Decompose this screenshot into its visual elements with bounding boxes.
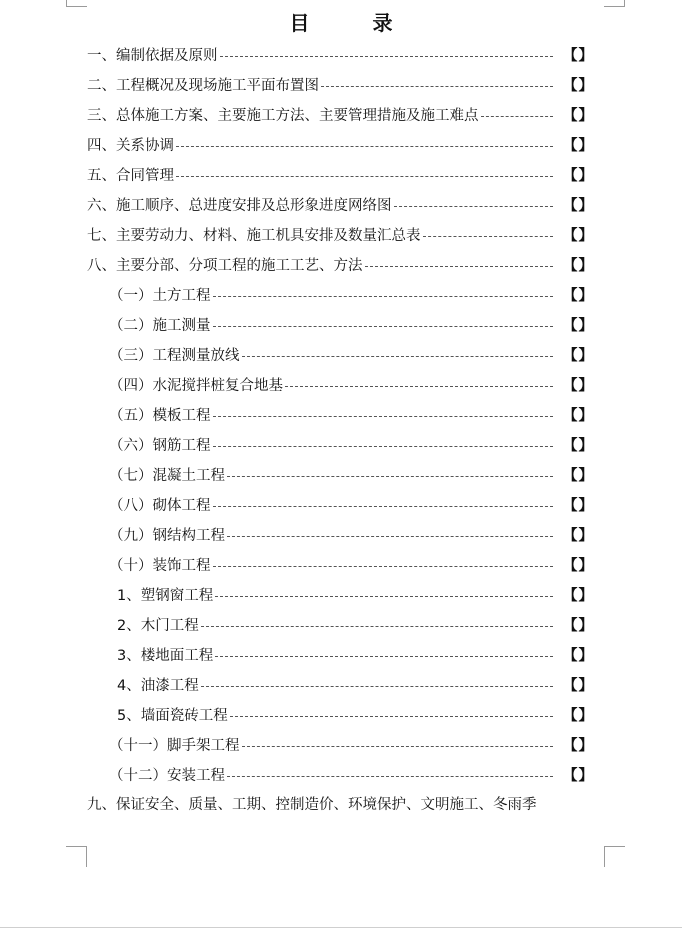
- toc-entry-label: （十）装饰工程: [109, 557, 211, 574]
- dot-leader: [213, 445, 554, 447]
- toc-entry[interactable]: [109, 759, 594, 789]
- toc-entry[interactable]: [87, 159, 594, 189]
- crop-mark-top-left: [66, 0, 87, 7]
- dot-leader: [213, 505, 554, 507]
- toc-entry-label: 1、塑钢窗工程: [117, 587, 214, 604]
- dot-leader: [213, 295, 554, 297]
- page-ref-bracket: 【】: [563, 107, 594, 124]
- toc-entry[interactable]: [87, 69, 594, 99]
- page-ref-bracket: 【】: [563, 737, 594, 754]
- page-ref-bracket: 【】: [563, 407, 594, 424]
- dot-leader: [227, 535, 553, 537]
- page-ref-bracket: 【】: [563, 167, 594, 184]
- dot-leader: [220, 55, 554, 57]
- toc-entry-label: 八、主要分部、分项工程的施工工艺、方法: [87, 257, 363, 274]
- crop-mark-top-right: [604, 0, 625, 7]
- toc-entry[interactable]: [87, 39, 594, 69]
- toc-entry-label: 5、墙面瓷砖工程: [117, 707, 228, 724]
- toc-entry-label: （十二）安装工程: [109, 767, 225, 784]
- crop-mark-bottom-left: [66, 846, 87, 867]
- page-ref-bracket: 【】: [563, 77, 594, 94]
- dot-leader: [423, 235, 554, 237]
- toc-entry-label: 三、总体施工方案、主要施工方法、主要管理措施及施工难点: [87, 107, 479, 124]
- page-title: 目 录: [289, 11, 421, 35]
- toc-entry-label: 五、合同管理: [87, 167, 174, 184]
- dot-leader: [201, 625, 553, 627]
- page-ref-bracket: 【】: [563, 617, 594, 634]
- dot-leader: [215, 655, 553, 657]
- page-ref-bracket: 【】: [563, 377, 594, 394]
- page-ref-bracket: 【】: [563, 467, 594, 484]
- page-ref-bracket: 【】: [563, 47, 594, 64]
- page-ref-bracket: 【】: [563, 587, 594, 604]
- page-ref-bracket: 【】: [563, 287, 594, 304]
- page-bottom-edge: [0, 927, 682, 928]
- toc-entry[interactable]: [109, 489, 594, 519]
- toc-entry-label: 2、木门工程: [117, 617, 199, 634]
- toc-entry-label: 3、楼地面工程: [117, 647, 214, 664]
- toc-entry[interactable]: [117, 699, 594, 729]
- toc-entry[interactable]: [109, 519, 594, 549]
- toc-entry-label: （二）施工测量: [109, 317, 211, 334]
- toc-entry[interactable]: [117, 579, 594, 609]
- page-ref-bracket: 【】: [563, 257, 594, 274]
- toc-entry[interactable]: [109, 549, 594, 579]
- dot-leader: [176, 145, 553, 147]
- page-ref-bracket: 【】: [563, 317, 594, 334]
- toc-entry-label: （三）工程测量放线: [109, 347, 240, 364]
- toc-entry[interactable]: [117, 639, 594, 669]
- page-ref-bracket: 【】: [563, 227, 594, 244]
- crop-mark-bottom-right: [604, 846, 625, 867]
- toc-entry[interactable]: [117, 609, 594, 639]
- dot-leader: [227, 475, 553, 477]
- dot-leader: [213, 415, 554, 417]
- toc-entry-label: （九）钢结构工程: [109, 527, 225, 544]
- toc-entry-label: （十一）脚手架工程: [109, 737, 240, 754]
- toc-entry-label: 一、编制依据及原则: [87, 47, 218, 64]
- page-ref-bracket: 【】: [563, 677, 594, 694]
- page-ref-bracket: 【】: [563, 437, 594, 454]
- page-ref-bracket: 【】: [563, 137, 594, 154]
- toc-entry[interactable]: [109, 399, 594, 429]
- dot-leader: [215, 595, 553, 597]
- dot-leader: [242, 745, 554, 747]
- page-ref-bracket: 【】: [563, 707, 594, 724]
- toc-entry-label: 七、主要劳动力、材料、施工机具安排及数量汇总表: [87, 227, 421, 244]
- dot-leader: [321, 85, 553, 87]
- dot-leader: [213, 565, 554, 567]
- toc-entry[interactable]: [109, 309, 594, 339]
- dot-leader: [285, 385, 553, 387]
- dot-leader: [365, 265, 554, 267]
- page-ref-bracket: 【】: [563, 197, 594, 214]
- toc-entry[interactable]: [87, 249, 594, 279]
- toc-entry[interactable]: [117, 669, 594, 699]
- toc-entry[interactable]: [109, 729, 594, 759]
- toc-entry-label: （四）水泥搅拌桩复合地基: [109, 377, 283, 394]
- dot-leader: [213, 325, 554, 327]
- toc-entry-label: （一）土方工程: [109, 287, 211, 304]
- dot-leader: [242, 355, 554, 357]
- toc-entry-label: 二、工程概况及现场施工平面布置图: [87, 77, 319, 94]
- toc-entry-label: 四、关系协调: [87, 137, 174, 154]
- dot-leader: [227, 775, 553, 777]
- toc-entry[interactable]: [87, 219, 594, 249]
- toc-entry-label: （五）模板工程: [109, 407, 211, 424]
- toc-entry-label: 4、油漆工程: [117, 677, 199, 694]
- toc-entry[interactable]: [109, 459, 594, 489]
- dot-leader: [176, 175, 553, 177]
- toc-entry[interactable]: [109, 429, 594, 459]
- toc-entry[interactable]: [109, 369, 594, 399]
- toc-entry[interactable]: [109, 279, 594, 309]
- page-ref-bracket: 【】: [563, 557, 594, 574]
- dot-leader: [481, 115, 554, 117]
- toc-entry-label: （七）混凝土工程: [109, 467, 225, 484]
- page-ref-bracket: 【】: [563, 647, 594, 664]
- toc-entry[interactable]: [87, 99, 594, 129]
- toc-entry[interactable]: [87, 129, 594, 159]
- dot-leader: [230, 715, 553, 717]
- page-ref-bracket: 【】: [563, 527, 594, 544]
- toc-entry[interactable]: [109, 339, 594, 369]
- toc-entry-label: （八）砌体工程: [109, 497, 211, 514]
- page-ref-bracket: 【】: [563, 347, 594, 364]
- toc-entry-label: 六、施工顺序、总进度安排及总形象进度网络图: [87, 197, 392, 214]
- toc-entry[interactable]: [87, 189, 594, 219]
- dot-leader: [201, 685, 553, 687]
- dot-leader: [394, 205, 554, 207]
- toc-entry-continued[interactable]: 九、保证安全、质量、工期、控制造价、环境保护、文明施工、冬雨季: [87, 796, 537, 813]
- toc-entry-label: （六）钢筋工程: [109, 437, 211, 454]
- page-ref-bracket: 【】: [563, 497, 594, 514]
- page-ref-bracket: 【】: [563, 767, 594, 784]
